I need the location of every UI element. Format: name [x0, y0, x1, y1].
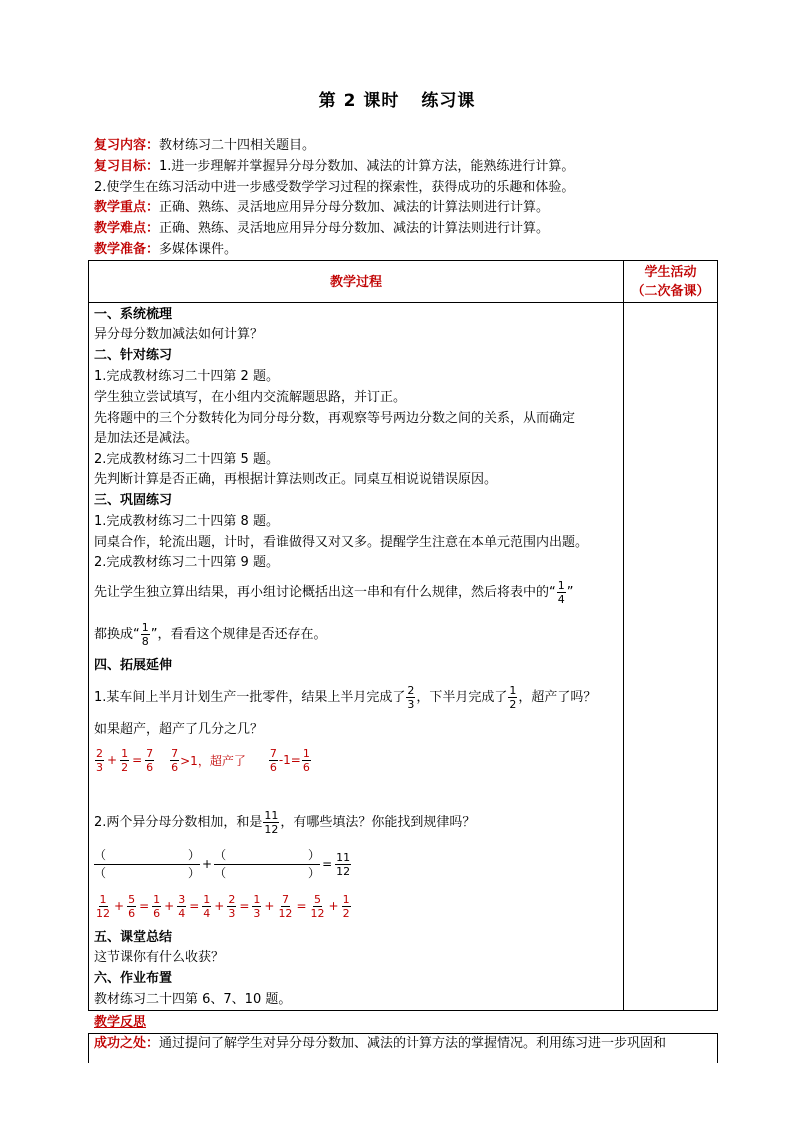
- quote-close: ”: [566, 585, 574, 600]
- section-3-heading: 三、巩固练习: [94, 493, 173, 508]
- difficulty-label: 教学难点：: [94, 221, 160, 236]
- fraction-eleven-twelfths: $\frac{11}{12}$: [264, 809, 279, 836]
- review-goal-text: 1.进一步理解并掌握异分母分数加、减法的计算方法，能熟练进行计算。: [159, 159, 575, 174]
- title-part1: 第 2 课时: [318, 91, 400, 111]
- answer-2-b: $\frac{3}{4}$: [178, 892, 186, 920]
- answer-3-a: $\frac{1}{4}$: [203, 892, 211, 920]
- student-activity-header: [624, 263, 717, 301]
- success-text: 通过提问了解学生对异分母分数加、减法的计算方法的掌握情况。利用练习进一步巩固和: [159, 1036, 667, 1051]
- page-title: [0, 86, 794, 111]
- section-2-item-1-a: 学生独立尝试填写，在小组内交流解题思路，并订正。: [94, 390, 407, 405]
- review-goal-line-2: 2.使学生在练习活动中进一步感受数学学习过程的探索性，获得成功的乐趣和体验。: [94, 180, 575, 195]
- answer-4-b: $\frac{7}{12}$: [278, 892, 293, 920]
- table-column-divider: [623, 260, 624, 1011]
- answer-4-a: $\frac{1}{3}$: [253, 892, 261, 920]
- section-2-item-2: 2.完成教材练习二十四第 5 题。: [94, 452, 279, 467]
- section-5-text: 这节课你有什么收获？: [94, 950, 225, 965]
- key-point-label: 教学重点：: [94, 200, 160, 215]
- section-1-text: 异分母分数加减法如何计算？: [94, 327, 264, 342]
- answer-5-a: $\frac{5}{12}$: [310, 892, 325, 920]
- review-goal-label: 复习目标：: [94, 159, 160, 174]
- reflection-success-line: [94, 1034, 714, 1054]
- section-6-text: 教材练习二十四第 6、7、10 题。: [94, 992, 292, 1007]
- section-3-item-1: 1.完成教材练习二十四第 8 题。: [94, 514, 279, 529]
- fraction-one-quarter: $\frac{1}{4}$: [557, 579, 565, 606]
- reflection-left-border: [88, 1033, 89, 1063]
- blank-fraction-1: （ ） （ ）: [94, 847, 200, 880]
- review-content-text: 教材练习二十四相关题目。: [159, 138, 316, 153]
- review-goal-line: [94, 157, 574, 177]
- section-2-heading: 二、针对练习: [94, 348, 173, 363]
- reflection-right-border: [717, 1033, 718, 1063]
- difficulty-line: [94, 219, 549, 239]
- section-5-heading: 五、课堂总结: [94, 930, 173, 945]
- difficulty-text: 正确、熟练、灵活地应用异分母分数加、减法的计算法则进行计算。: [159, 221, 550, 236]
- section-3-item-2-a: [94, 578, 574, 608]
- blank-fraction-2: （ ） （ ）: [214, 847, 321, 880]
- section-3-item-2: 2.完成教材练习二十四第 9 题。: [94, 555, 279, 570]
- section-4-question-1: 1.某车间上半月计划生产一批零件，结果上半月完成了 $\frac{2}{3}$ ，下半月完成了 $\frac{1}{2}$ ，超产了吗？: [94, 684, 597, 711]
- sum-fraction: $\frac{11}{12}$: [336, 850, 351, 878]
- section-6-heading: 六、作业布置: [94, 971, 173, 986]
- fraction-one-eighth: $\frac{1}{8}$: [141, 621, 149, 648]
- fraction-two-thirds: $\frac{2}{3}$: [407, 684, 415, 711]
- process-column-header: 教学过程: [329, 275, 382, 290]
- section-2-item-1-c: 是加法还是减法。: [94, 431, 199, 446]
- title-part2: 练习课: [421, 91, 476, 111]
- review-content-label: 复习内容：: [94, 138, 160, 153]
- answer-5-b: $\frac{1}{2}$: [342, 892, 350, 920]
- blank-fraction-equation: （ ） （ ） + （ ） （ ） = $\frac{11}{12}$: [94, 847, 351, 880]
- key-point-line: [94, 198, 549, 218]
- table-right-border: [717, 260, 718, 1011]
- section-2-item-2-a: 先判断计算是否正确，再根据计算法则改正。同桌互相说说错误原因。: [94, 472, 498, 487]
- section-3-item-2-b: 都换成“ $\frac{1}{8}$ ”，看看这个规律是否还存在。: [94, 621, 327, 648]
- table-left-border: [88, 260, 89, 1011]
- overproduction-calculation: $\frac{2}{3}$ + $\frac{1}{2}$ = $\frac{7}{6}$ $\frac{7}{6}$ >1，超产了 $\frac{7}{6}$ -1= $\frac{1}{6}$: [96, 746, 310, 774]
- answer-1-b: $\frac{5}{6}$: [128, 892, 136, 920]
- section-4-question-2: 2.两个异分母分数相加，和是 $\frac{11}{12}$ ，有哪些填法？你能找到规律吗？: [94, 809, 476, 836]
- preparation-text: 多媒体课件。: [159, 242, 238, 257]
- student-activity-header-line2: （二次备课）: [631, 284, 710, 299]
- section-3-item-2-a-text: 先让学生独立算出结果，再小组讨论概括出这一串和有什么规律，然后将表中的“: [94, 585, 556, 600]
- review-content-line: [94, 136, 315, 156]
- section-4-question-1-follow: 如果超产，超产了几分之几？: [94, 722, 264, 737]
- answer-pairs-row: $\frac{1}{12}$ + $\frac{5}{6}$ = $\frac{1}{6}$ + $\frac{3}{4}$ = $\frac{1}{4}$ + $\frac{2}{3}$ = $\frac{1}{3}$ + $\frac{7}{12}$ = $\frac{5}{12}$ + $\frac{1}{2}$: [96, 892, 350, 920]
- section-3-item-1-a: 同桌合作，轮流出题，计时，看谁做得又对又多。提醒学生注意在本单元范围内出题。: [94, 535, 589, 550]
- section-1-heading: 一、系统梳理: [94, 307, 173, 322]
- fraction-one-half: $\frac{1}{2}$: [509, 684, 517, 711]
- preparation-line: [94, 240, 237, 260]
- reflection-heading: 教学反思: [94, 1015, 147, 1030]
- student-activity-header-line1: 学生活动: [644, 265, 697, 280]
- key-point-text: 正确、熟练、灵活地应用异分母分数加、减法的计算法则进行计算。: [159, 200, 550, 215]
- success-label: 成功之处：: [94, 1036, 160, 1051]
- section-4-heading: 四、拓展延伸: [94, 658, 173, 673]
- answer-3-b: $\frac{2}{3}$: [228, 892, 236, 920]
- answer-1-a: $\frac{1}{12}$: [96, 892, 110, 920]
- section-2-item-1: 1.完成教材练习二十四第 2 题。: [94, 369, 279, 384]
- section-2-item-1-b: 先将题中的三个分数转化为同分母分数，再观察等号两边分数之间的关系，从而确定: [94, 411, 576, 426]
- preparation-label: 教学准备：: [94, 242, 160, 257]
- answer-2-a: $\frac{1}{6}$: [153, 892, 161, 920]
